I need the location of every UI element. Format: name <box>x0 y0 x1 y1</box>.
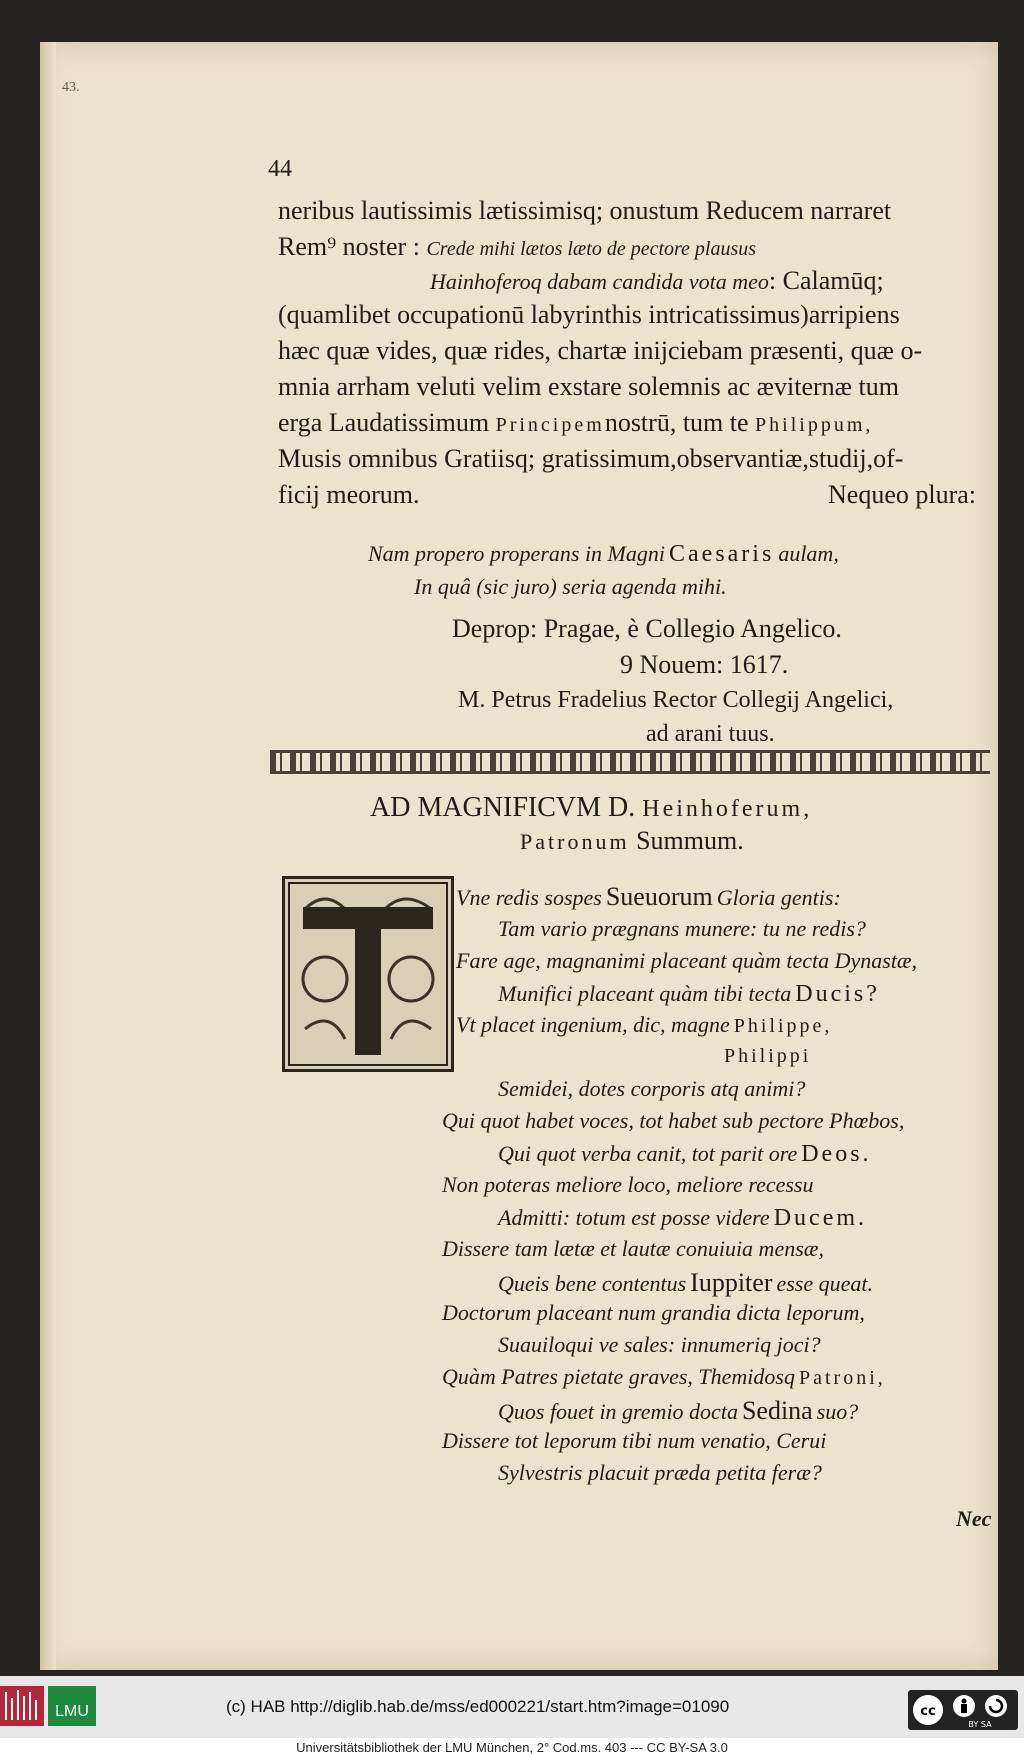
prose-line: mnia arrham veluti velim exstare solemnis ac æviternæ tum <box>278 372 899 401</box>
verse-italic: Quos fouet in gremio docta <box>498 1399 738 1424</box>
verse-italic: suo? <box>816 1399 859 1424</box>
prose-smallcaps: Principem <box>495 414 605 436</box>
lmu-logo-text: LMU <box>55 1703 89 1720</box>
verse-italic: Vt placet ingenium, dic, magne <box>456 1012 730 1037</box>
prose-line: Musis omnibus Gratiisq; gratissimum,observantiæ,studij,of- <box>278 444 904 473</box>
signoff-place: Deprop: Pragae, è Collegio Angelico. <box>452 614 842 643</box>
verse-italic: Admitti: totum est posse videre <box>498 1205 770 1230</box>
signoff-closing: ad arani tuus. <box>646 721 775 747</box>
verse-italic: esse queat. <box>776 1271 874 1296</box>
cc-license-badge[interactable] <box>908 1690 1018 1730</box>
couplet-smallcaps: Caesaris <box>669 541 775 567</box>
cc-license-text: BY SA <box>968 1720 992 1729</box>
lmu-logo[interactable] <box>0 1682 100 1730</box>
couplet-line: In quâ (sic juro) seria agenda mihi. <box>414 574 727 599</box>
verse-line <box>456 1014 832 1036</box>
verse-italic: Qui quot verba canit, tot parit ore <box>498 1141 798 1166</box>
page-spine-shadow <box>40 42 56 1670</box>
heading-smallcaps: Patronum <box>520 829 630 854</box>
verse-roman: Sueuorum <box>605 882 713 911</box>
prose-line: (quamlibet occupationū labyrinthis intricatissimus)arripiens <box>278 300 900 329</box>
prose-text: erga Laudatissimum <box>278 408 490 437</box>
ornamental-rule <box>270 750 990 774</box>
prose-line: neribus lautissimis lætissimisq; onustum Reducem narraret <box>278 196 892 225</box>
prose-line <box>430 268 884 294</box>
verse-line <box>498 1270 873 1296</box>
heading-text: Summum. <box>636 826 744 855</box>
verse-line <box>442 1366 886 1388</box>
verse-line: Doctorum placeant num grandia dicta leporum, <box>442 1300 865 1325</box>
image-credit-link[interactable]: (c) HAB http://diglib.hab.de/mss/ed000221/start.htm?image=01090 <box>226 1697 730 1716</box>
verse-smallcaps: Deos. <box>801 1141 872 1167</box>
prose-italic: Hainhoferoq dabam candida vota meo <box>430 269 769 294</box>
verse-smallcaps: Ducis? <box>795 981 880 1007</box>
prose-text: Rem⁹ noster : <box>278 232 420 261</box>
verse-smallcaps: Ducem. <box>773 1205 868 1231</box>
signoff-date: 9 Nouem: 1617. <box>620 650 789 679</box>
prose-line: ficij meorum. <box>278 480 420 509</box>
initial-t-icon <box>285 879 451 1069</box>
page-number: 44 <box>268 156 292 182</box>
prose-line <box>278 410 873 436</box>
heading-line-1 <box>370 794 812 822</box>
corner-mark: 43. <box>62 80 80 95</box>
couplet-italic: aulam, <box>778 541 839 566</box>
verse-italic: Quàm Patres pietate graves, Themidosq <box>442 1364 795 1389</box>
heading-text: AD MAGNIFICVM D. <box>370 792 636 823</box>
verse-line: Suauiloqui ve sales: innumeriq joci? <box>498 1332 821 1357</box>
heading-line-2 <box>520 828 744 854</box>
verse-line: Philippi <box>724 1045 812 1067</box>
prose-smallcaps: Philippum, <box>755 414 874 436</box>
cc-by-sa-icon <box>908 1690 1018 1730</box>
verse-line: Fare age, magnanimi placeant quàm tecta Dynastæ, <box>456 948 918 973</box>
verse-line <box>456 884 841 910</box>
prose-text: : Calamūq; <box>768 266 884 295</box>
verse-line: Disserе tam lætæ et lautæ conuiuia mensæ, <box>442 1236 824 1261</box>
verse-italic: Queis bene contentus <box>498 1271 687 1296</box>
verse-line: Semidei, dotes corporis atq animi? <box>498 1076 806 1101</box>
verse-roman: Iuppiter <box>690 1268 773 1297</box>
verse-italic: Gloria gentis: <box>716 885 841 910</box>
lmu-logo-icon <box>0 1682 100 1730</box>
signoff-author: M. Petrus Fradelius Rector Collegij Angelici, <box>458 687 894 713</box>
couplet-line <box>368 542 839 566</box>
verse-line: Non poteras meliore loco, meliore recessu <box>442 1172 814 1197</box>
svg-text:cc: cc <box>920 1704 936 1719</box>
verse-italic: Munifici placeant quàm tibi tecta <box>498 981 792 1006</box>
heading-smallcaps: Heinhoferum, <box>642 796 813 822</box>
footer-attribution: Universitätsbibliothek der LMU München, 2° Cod.ms. 403 --- CC BY-SA 3.0 <box>0 1738 1024 1757</box>
catchword: Nec <box>956 1506 992 1531</box>
verse-line <box>498 1398 858 1424</box>
decorated-initial <box>282 876 454 1072</box>
verse-line <box>498 982 880 1006</box>
verse-line: Qui quot habet voces, tot habet sub pectore Phœbos, <box>442 1108 905 1133</box>
verse-italic: Vne redis sospes <box>456 885 602 910</box>
verse-line: Tam vario prægnans munere: tu ne redis? <box>498 916 866 941</box>
prose-line: Nequeo plura: <box>828 480 977 509</box>
verse-line <box>498 1206 867 1230</box>
prose-line: hæc quæ vides, quæ rides, chartæ inijciebam præsenti, quæ o- <box>278 336 923 365</box>
prose-italic: Crede mihi lætos læto de pectore plausus <box>426 238 757 260</box>
prose-text: nostrū, tum te <box>604 408 749 437</box>
prose-line <box>278 234 756 260</box>
verse-line: Sylvestris placuit præda petita feræ? <box>498 1460 822 1485</box>
verse-smallcaps: Patroni, <box>798 1367 886 1389</box>
couplet-italic: Nam propero properans in Magni <box>368 541 665 566</box>
verse-line: Disserе tot leporum tibi num venatio, Cerui <box>442 1428 827 1453</box>
verse-smallcaps: Philippe, <box>733 1015 833 1037</box>
verse-roman: Sedina <box>741 1396 813 1425</box>
verse-line <box>498 1142 872 1166</box>
